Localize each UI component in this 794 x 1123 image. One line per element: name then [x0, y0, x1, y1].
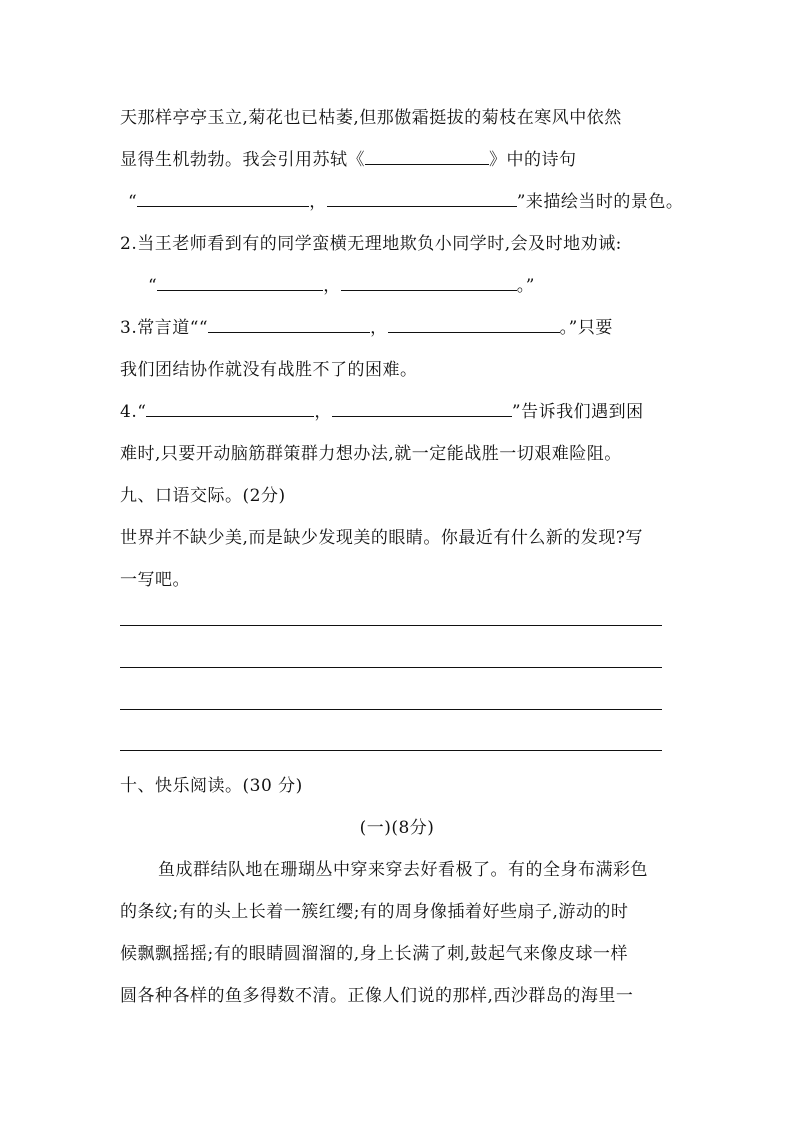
question-line: [120, 148, 577, 172]
answer-blank[interactable]: [208, 316, 370, 333]
section-10-subtitle: (一)(8分): [359, 818, 435, 838]
section-9-prompt: 一写吧。: [120, 570, 190, 590]
answer-blank[interactable]: [327, 190, 517, 207]
writing-line[interactable]: [120, 750, 662, 751]
section-9-title: 九、口语交际。(2分): [120, 486, 286, 506]
text: ”来描绘当时的景色。: [516, 192, 684, 212]
answer-blank[interactable]: [388, 316, 560, 333]
answer-blank[interactable]: [157, 274, 323, 291]
reading-paragraph-line: 圆各种各样的鱼多得数不清。正像人们说的那样,西沙群岛的海里一: [120, 986, 634, 1006]
answer-blank[interactable]: [365, 148, 489, 165]
question-line: [148, 274, 535, 298]
answer-blank[interactable]: [146, 400, 314, 417]
text: 3.常言道“: [120, 318, 199, 338]
text: ”告诉我们遇到困: [511, 402, 644, 422]
question-2: 2.当王老师看到有的同学蛮横无理地欺负小同学时,会及时地劝诫:: [120, 234, 622, 254]
text-line: 天那样亭亭玉立,菊花也已枯萎,但那傲霜挺拔的菊枝在寒风中依然: [120, 108, 622, 128]
text-line: 我们团结协作就没有战胜不了的困难。: [120, 360, 418, 380]
text: “: [128, 192, 138, 212]
text-line: 难时,只要开动脑筋群策群力想办法,就一定能战胜一切艰难险阻。: [120, 444, 622, 464]
answer-blank[interactable]: [137, 190, 309, 207]
reading-paragraph-line: 鱼成群结队地在珊瑚丛中穿来穿去好看极了。有的全身布满彩色: [158, 860, 648, 880]
text: ，: [314, 402, 332, 422]
text: “: [198, 318, 209, 338]
question-4: [120, 400, 644, 424]
text: 4.“: [120, 402, 147, 422]
question-3: [120, 316, 613, 340]
reading-paragraph-line: 候飘飘摇摇;有的眼睛圆溜溜的,身上长满了刺,鼓起气来像皮球一样: [120, 944, 629, 964]
text: 》中的诗句: [489, 150, 577, 170]
answer-blank[interactable]: [332, 400, 512, 417]
text: 显得生机勃勃。我会引用苏轼《: [120, 150, 365, 170]
section-10-title: 十、快乐阅读。(30 分): [120, 776, 303, 796]
text: ，: [370, 318, 388, 338]
answer-blank[interactable]: [341, 274, 517, 291]
writing-line[interactable]: [120, 667, 662, 668]
text: 。”: [516, 276, 535, 296]
writing-line[interactable]: [120, 625, 662, 626]
text: ，: [323, 276, 341, 296]
section-9-prompt: 世界并不缺少美,而是缺少发现美的眼睛。你最近有什么新的发现?写: [120, 528, 644, 548]
text: ，: [309, 192, 327, 212]
text: “: [148, 276, 158, 296]
question-line: [128, 190, 683, 214]
reading-paragraph-line: 的条纹;有的头上长着一簇红缨;有的周身像插着好些扇子,游动的时: [120, 902, 629, 922]
writing-line[interactable]: [120, 709, 662, 710]
text: 。”只要: [559, 318, 613, 338]
